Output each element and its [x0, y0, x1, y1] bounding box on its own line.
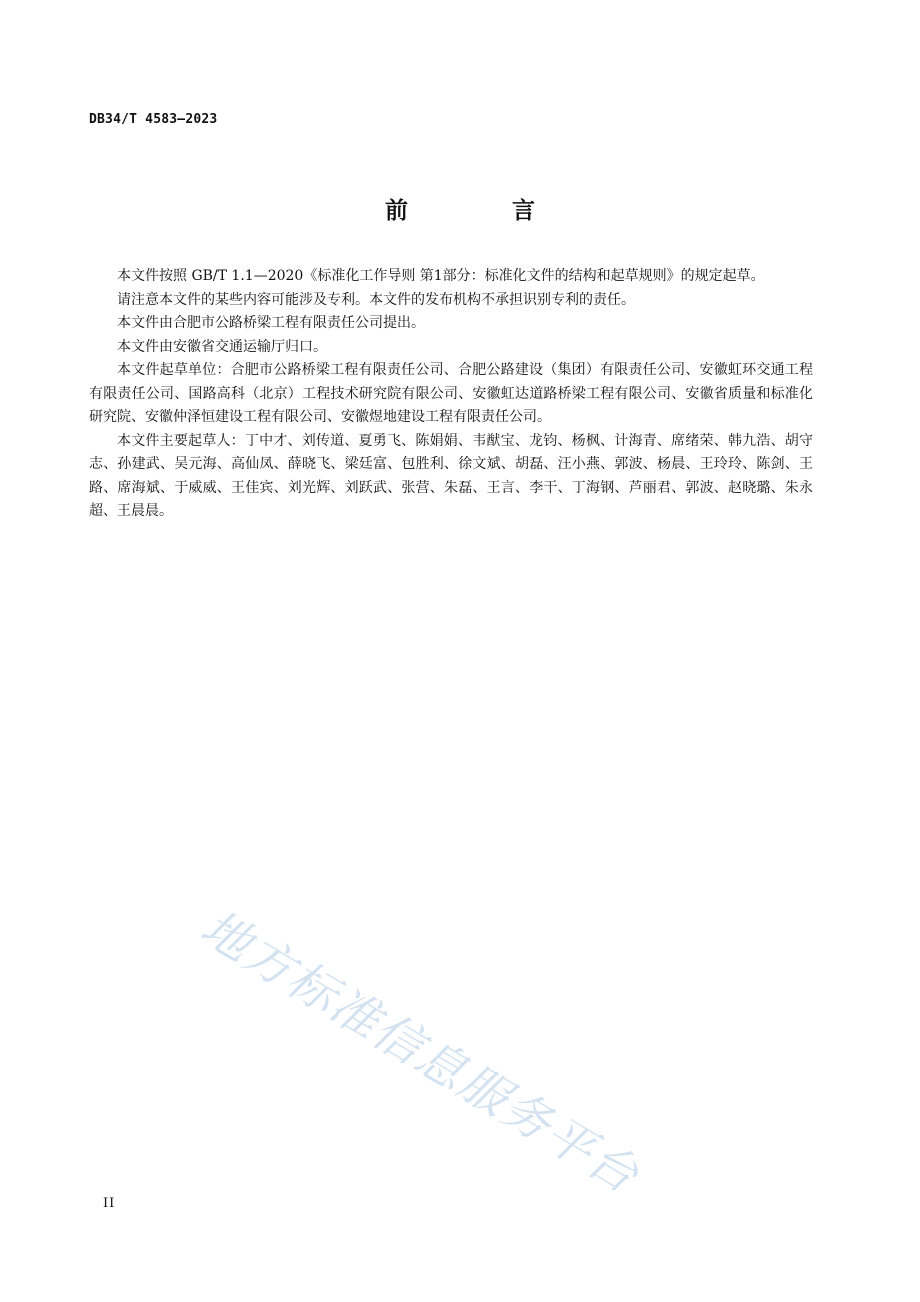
paragraph-drafting-units: 本文件起草单位：合肥市公路桥梁工程有限责任公司、合肥公路建设（集团）有限责任公司、安徽虹环交通工程有限责任公司、国路高科（北京）工程技术研究院有限公司、安徽虹达道路桥梁工程有限公司、安徽省质量和标准化研究院、安徽仲泽恒建设工程有限公司、安徽煜地建设工程有限责任公司。 [89, 362, 813, 425]
standard-code: DB34/T 4583—2023 [89, 112, 218, 127]
paragraph-administrator: 本文件由安徽省交通运输厅归口。 [117, 338, 327, 355]
watermark: 地方标准信息服务平台 [191, 899, 649, 1205]
paragraph-drafters: 本文件主要起草人：丁中才、刘传道、夏勇飞、陈娟娟、韦猷宝、龙钧、杨枫、计海青、席绪荣、韩九浩、胡守志、孙建武、吴元海、高仙凤、薛晓飞、梁廷富、包胜利、徐文斌、胡磊、汪小燕、郭波、杨晨、王玲玲、陈剑、王路、席海斌、于威威、王佳宾、刘光辉、刘跃武、张营、朱磊、王言、李干、丁海钢、芦丽君、郭波、赵晓璐、朱永超、王晨晨。 [89, 432, 813, 519]
paragraph-patent-notice: 请注意本文件的某些内容可能涉及专利。本文件的发布机构不承担识别专利的责任。 [117, 291, 635, 308]
page-title: 前 言 [384, 198, 583, 224]
paragraph-drafting-rules: 本文件按照 GB/T 1.1—2020《标准化工作导则 第1部分：标准化文件的结构和起草规则》的规定起草。 [117, 268, 765, 284]
foreword-body [89, 265, 813, 524]
paragraph-proposer: 本文件由合肥市公路桥梁工程有限责任公司提出。 [117, 315, 425, 331]
page-number: II [103, 1196, 116, 1211]
